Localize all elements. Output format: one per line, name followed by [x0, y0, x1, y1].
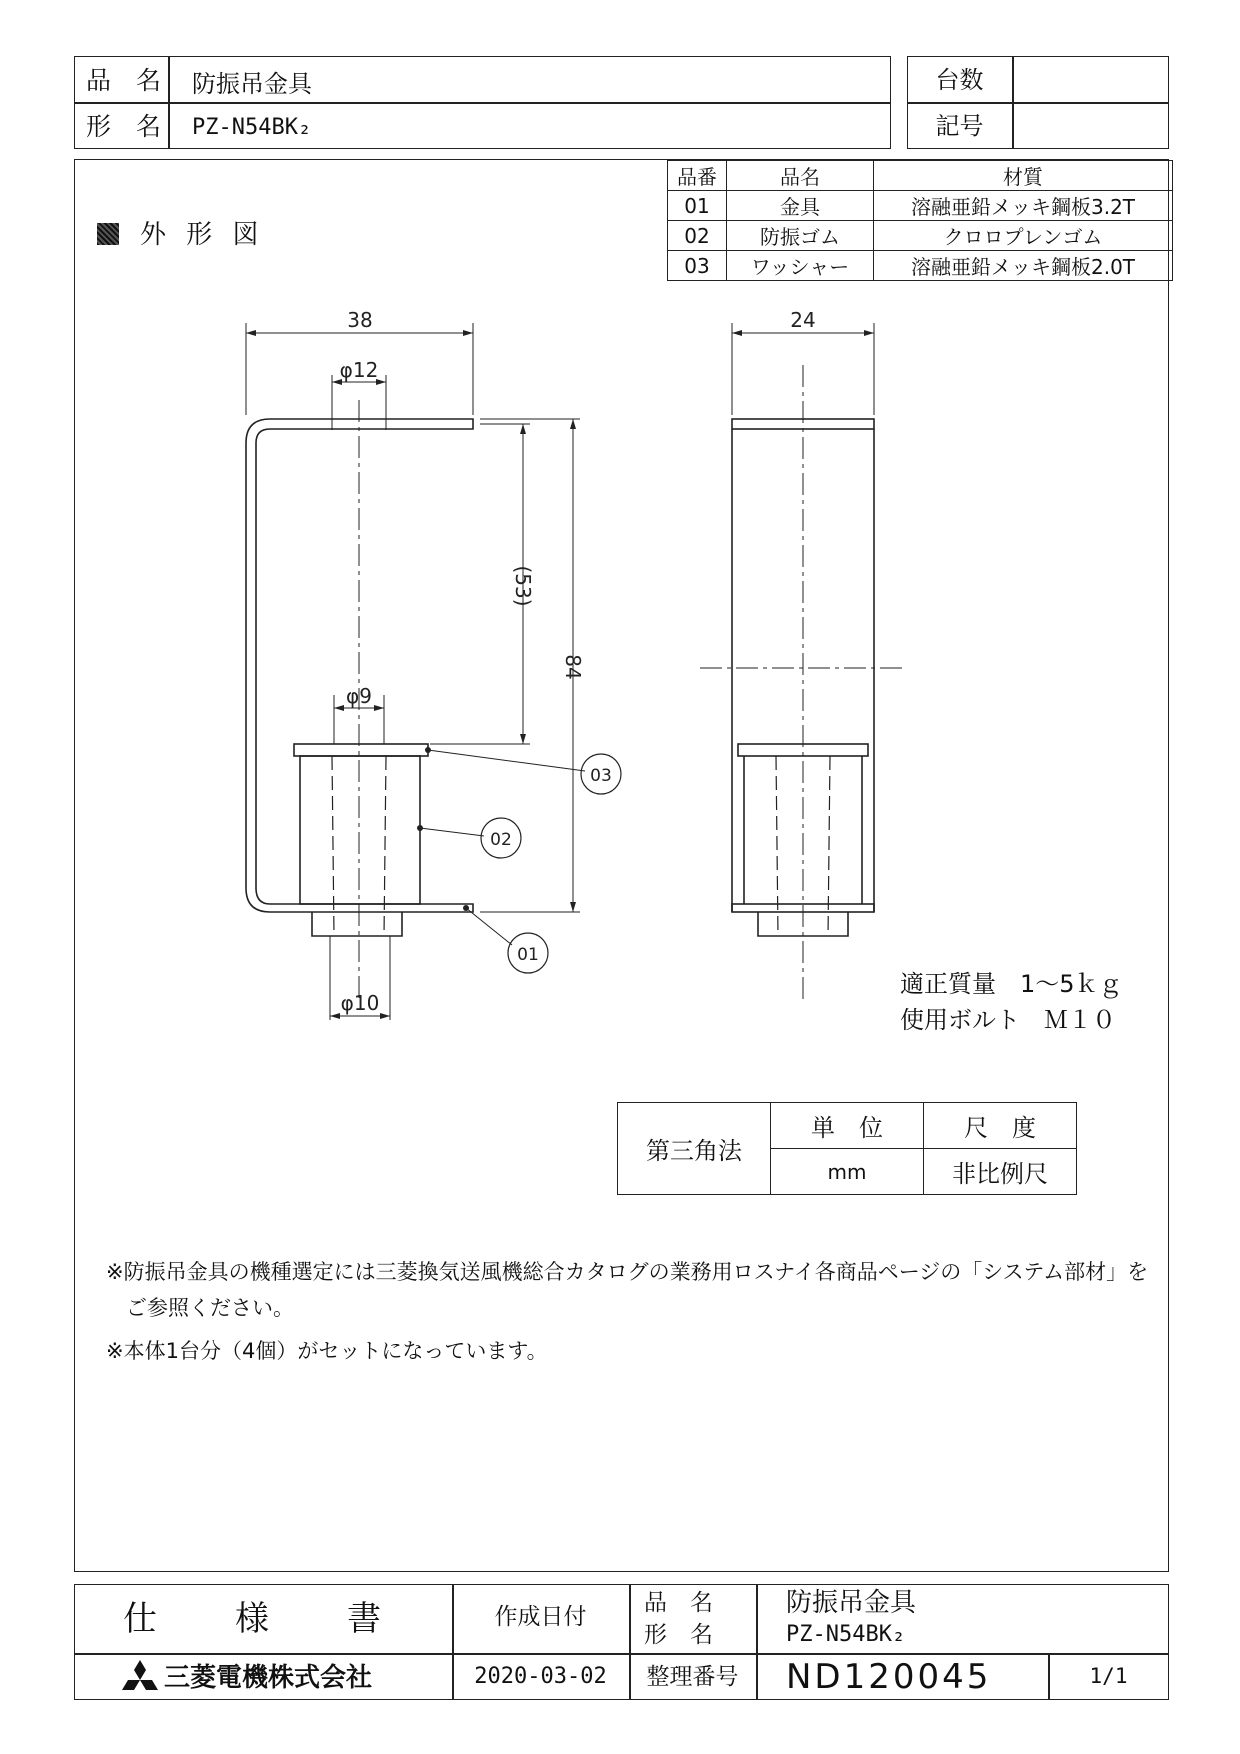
title-product-value: 防振吊金具 [786, 1588, 917, 1618]
remark-line-1: ※防振吊金具の機種選定には三菱換気送風機総合カタログの業務用ロスナイ各商品ページの「システム部材」を [106, 1260, 1149, 1284]
spec-table [617, 1102, 1077, 1195]
header-model-label: 形 名 [86, 112, 162, 141]
remark-line-2: ご参照ください。 [126, 1296, 294, 1320]
title-model-label: 形 名 [644, 1622, 713, 1648]
section-title: 外 形 図 [140, 220, 265, 250]
rubber [300, 756, 420, 904]
note-bolt: 使用ボルト Ｍ１０ [900, 1006, 1116, 1034]
parts-header-material: 材質 [874, 161, 1173, 191]
created-date: 2020-03-02 [474, 1664, 607, 1689]
scale-label: 尺 度 [924, 1103, 1077, 1149]
parts-cell: 溶融亜鉛メッキ鋼板3.2T [874, 191, 1173, 221]
callout-03: 03 [590, 766, 612, 786]
projection-method: 第三角法 [618, 1103, 771, 1195]
washer [294, 744, 428, 756]
parts-cell: 03 [668, 251, 727, 281]
company-name: 三菱電機株式会社 [164, 1663, 373, 1693]
dim-phi-top: φ12 [339, 358, 379, 382]
parts-header-name: 品名 [727, 161, 874, 191]
title-product-label: 品 名 [644, 1590, 713, 1616]
parts-cell: クロロプレンゴム [874, 221, 1173, 251]
unit-label: 単 位 [771, 1103, 924, 1149]
dim-width-front: 38 [347, 308, 373, 332]
parts-cell: ワッシャー [727, 251, 874, 281]
rubber-bottom [312, 912, 402, 936]
parts-cell: 01 [668, 191, 727, 221]
side-view [700, 323, 906, 1000]
company-logo [120, 1660, 160, 1698]
header-model-value: PZ-N54BK₂ [192, 115, 312, 140]
note-mass: 適正質量 1～5ｋｇ [900, 970, 1123, 998]
parts-header-no: 品番 [668, 161, 727, 191]
header-symbol-label: 記号 [935, 112, 984, 140]
title-model-value: PZ-N54BK₂ [786, 1622, 906, 1647]
header-quantity-label: 台数 [935, 66, 984, 94]
header-product-value: 防振吊金具 [192, 70, 312, 98]
parts-cell: 02 [668, 221, 727, 251]
dim-phi-mid: φ9 [346, 684, 372, 708]
callout-01: 01 [517, 945, 539, 965]
unit-value: mm [771, 1149, 924, 1195]
number-label: 整理番号 [646, 1664, 739, 1690]
number-value: ND120045 [786, 1657, 992, 1697]
dim-pitch: (53) [511, 565, 535, 607]
title-divider-h [74, 1653, 1169, 1655]
doc-type: 仕 様 書 [123, 1599, 403, 1639]
parts-cell: 溶融亜鉛メッキ鋼板2.0T [874, 251, 1173, 281]
remark-line-3: ※本体1台分（4個）がセットになっています。 [106, 1339, 548, 1363]
header-product-label: 品 名 [86, 66, 162, 95]
created-label: 作成日付 [494, 1604, 587, 1630]
parts-cell: 金具 [727, 191, 874, 221]
dim-width-side: 24 [790, 308, 816, 332]
title-divider-v3 [756, 1584, 758, 1700]
dim-phi-bottom: φ10 [340, 991, 380, 1015]
page-number: 1/1 [1089, 1664, 1128, 1688]
mitsubishi-logo-icon [120, 1660, 160, 1694]
parts-cell: 防振ゴム [727, 221, 874, 251]
scale-value: 非比例尺 [924, 1149, 1077, 1195]
callout-02: 02 [490, 830, 512, 850]
dim-height: 84 [561, 654, 585, 680]
